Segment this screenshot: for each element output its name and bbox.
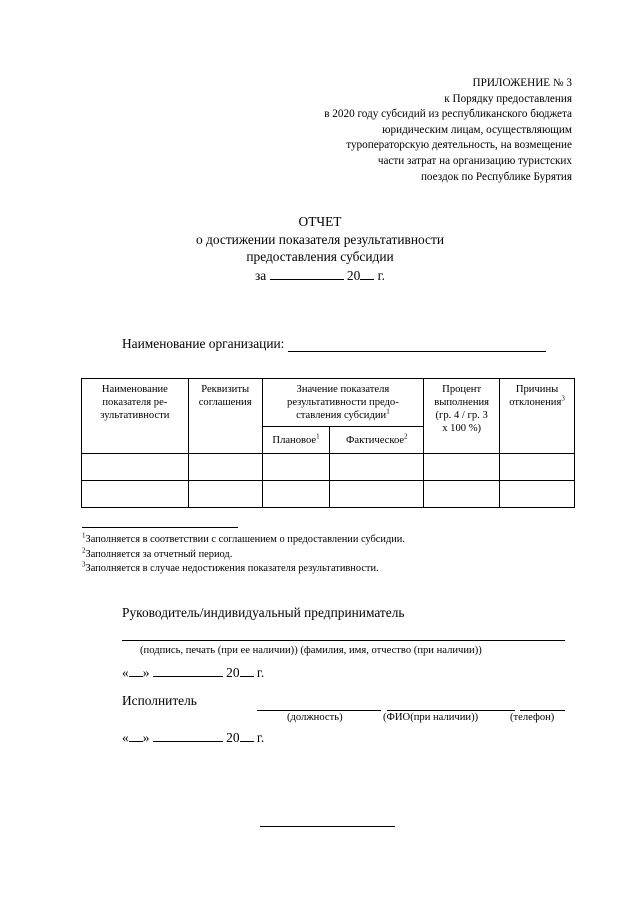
table-cell[interactable] (82, 481, 189, 508)
table-cell[interactable] (262, 454, 330, 481)
year-blank[interactable] (240, 663, 254, 677)
table-cell[interactable] (330, 454, 424, 481)
head-signature-label: Руководитель/индивидуальный предприниматель (122, 605, 405, 620)
title-line-2: о достижении показателя результативности (196, 231, 444, 247)
footnote-item: $^1$Заполняется в соответствии с соглашением о предоставлении субсидии. (82, 531, 405, 545)
table-row (82, 481, 575, 508)
table-cell[interactable] (330, 481, 424, 508)
report-table (81, 378, 575, 508)
footnote-item: $^2$Заполняется за отчетный период. (82, 546, 233, 560)
year-blank (360, 266, 374, 280)
period-blank (270, 266, 344, 280)
title-period-prefix: за (254, 267, 267, 283)
executor-label: Исполнитель (122, 693, 197, 708)
table-cell[interactable] (500, 454, 575, 481)
title-line-3: предоставления субсидии (246, 249, 394, 264)
header-actual: Фактическое$^2$ (330, 427, 424, 454)
appendix-heading (212, 76, 572, 185)
appendix-line: туроператорскую деятельность, на возмещение (346, 139, 572, 152)
day-blank[interactable] (129, 663, 143, 677)
executor-name-caption: (ФИО(при наличии)) (383, 712, 479, 723)
organization-label: Наименование организации: (122, 336, 285, 351)
footnote-divider (82, 527, 238, 528)
header-indicator-name: Наименование показателя ре- зультативности (82, 379, 189, 454)
header-agreement-details: Реквизиты соглашения (188, 379, 262, 454)
table-cell[interactable] (262, 481, 330, 508)
table-cell[interactable] (500, 481, 575, 508)
table-cell[interactable] (82, 454, 189, 481)
footnote-item: $^3$Заполняется в случае недостижения показателя результативности. (82, 560, 379, 574)
executor-phone-caption: (телефон) (510, 712, 555, 723)
report-title (0, 213, 640, 284)
appendix-line: в 2020 году субсидий из республиканского бюджета (324, 108, 572, 121)
header-completion-percent: Процент выполнения (гр. 4 / гр. 3 х 100 %) (424, 379, 500, 454)
bottom-divider (260, 826, 395, 827)
table-cell[interactable] (424, 454, 500, 481)
appendix-line: поездок по Республике Бурятия (420, 170, 572, 183)
head-signature-line[interactable] (122, 640, 565, 641)
footnotes (82, 533, 405, 577)
organization-blank (288, 337, 546, 352)
title-period-year: 20 (346, 267, 361, 283)
title-line-1: ОТЧЕТ (298, 214, 342, 229)
organization-name-line (122, 336, 546, 352)
executor-position-caption: (должность) (287, 712, 343, 723)
year-blank[interactable] (240, 728, 254, 742)
head-signature-caption: (подпись, печать (при ее наличии)) (фамилия, имя, отчество (при наличии)) (140, 645, 482, 656)
header-deviation-reasons: Причины отклонения$^3$ (500, 379, 575, 454)
header-indicator-value: Значение показателя результативности предо- ставления субсидии$^1$ (262, 379, 424, 427)
table-header-row (82, 379, 575, 427)
title-period-line (0, 266, 640, 285)
table-cell[interactable] (424, 481, 500, 508)
header-planned: Плановое$^1$ (262, 427, 330, 454)
executor-phone-blank[interactable] (520, 710, 565, 711)
executor-date-line: « » 20 г. (122, 730, 265, 745)
table-row (82, 454, 575, 481)
appendix-line: к Порядку предоставления (444, 92, 572, 105)
executor-position-blank[interactable] (257, 710, 381, 711)
appendix-line: части затрат на организацию туристских (377, 154, 572, 167)
title-period-suffix: г. (377, 267, 386, 283)
month-blank[interactable] (153, 728, 223, 742)
day-blank[interactable] (129, 728, 143, 742)
executor-name-blank[interactable] (387, 710, 515, 711)
table-cell[interactable] (188, 454, 262, 481)
appendix-line: ПРИЛОЖЕНИЕ № 3 (472, 77, 572, 89)
head-date-line: « » 20 г. (122, 665, 265, 680)
table-cell[interactable] (188, 481, 262, 508)
month-blank[interactable] (153, 663, 223, 677)
appendix-line: юридическим лицам, осуществляющим (382, 123, 572, 136)
